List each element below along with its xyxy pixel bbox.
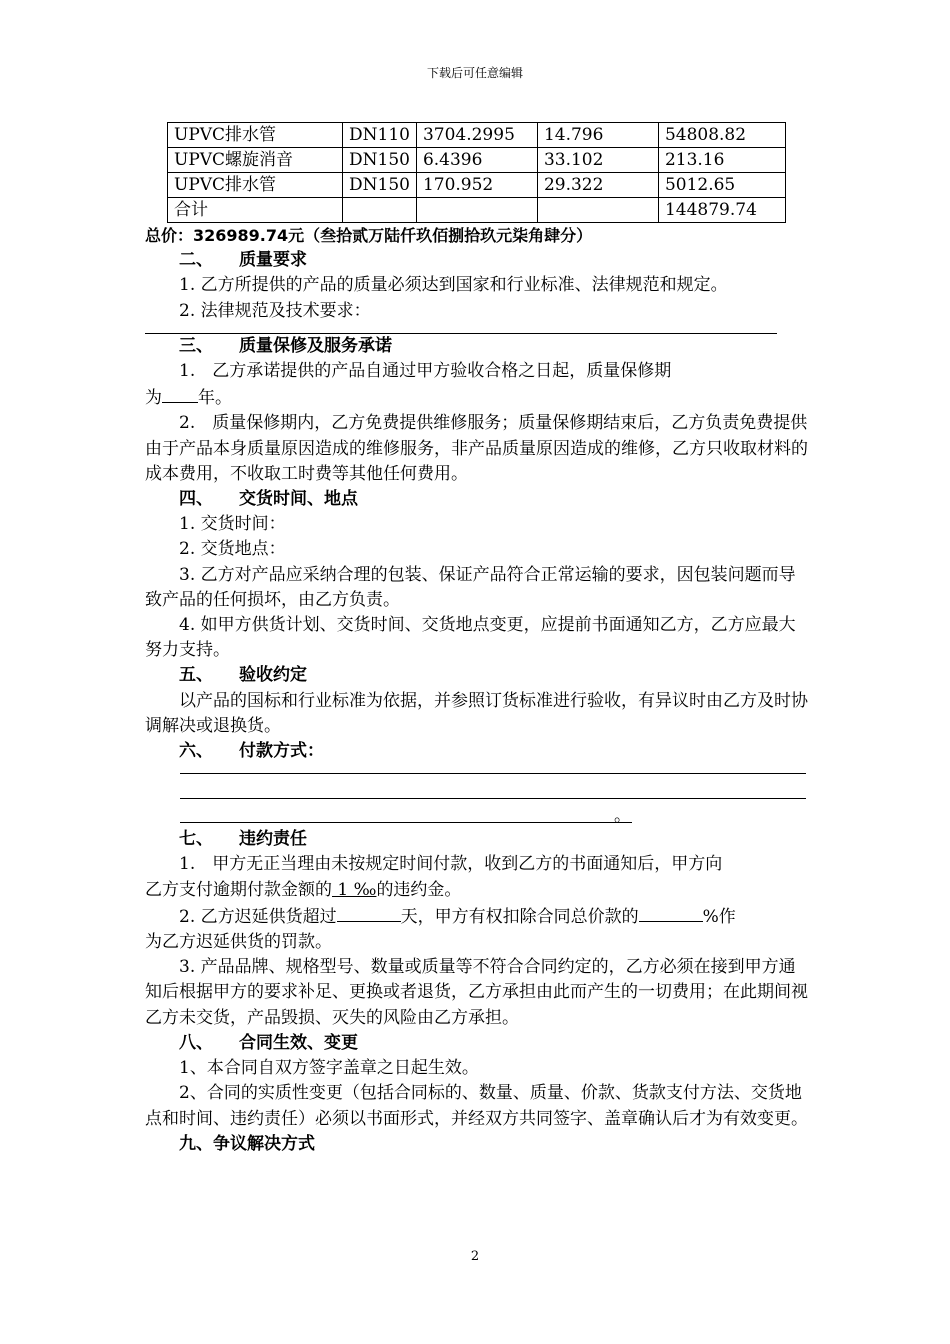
table-cell: 6.4396 — [416, 148, 537, 173]
table-cell — [343, 198, 417, 223]
paragraph: 3. 乙方对产品应采纳合理的包装、保证产品符合正常运输的要求，因包装问题而导致产品的任何损坏，由乙方负责。 — [145, 564, 796, 610]
paragraph: 3. 产品品牌、规格型号、数量或质量等不符合合同约定的，乙方必须在接到甲方通知后根据甲方的要求补足、更换或者退货，乙方承担由此而产生的一切费用；在此期间视乙方未交货，产品毁损、灭失的风险由乙方承担。 — [145, 957, 808, 1028]
text: 年。 — [198, 388, 232, 409]
table-cell: 33.102 — [537, 148, 658, 173]
paragraph: 1. 乙方承诺提供的产品自通过甲方验收合格之日起，质量保修期 — [179, 361, 672, 382]
table-cell: 213.16 — [658, 148, 785, 173]
fill-blank — [639, 903, 703, 922]
text: 天，甲方有权扣除合同总价款的 — [400, 906, 639, 927]
table-cell: 5012.65 — [658, 173, 785, 198]
paragraph: 1. 乙方所提供的产品的质量必须达到国家和行业标准、法律规范和规定。 — [179, 275, 728, 296]
paragraph: 以产品的国标和行业标准为依据，并参照订货标准进行验收，有异议时由乙方及时协调解决或退换货。 — [145, 690, 808, 736]
section-heading — [145, 739, 810, 764]
paragraph: 1. 甲方无正当理由未按规定时间付款，收到乙方的书面通知后，甲方向 — [179, 854, 723, 875]
table-cell: 170.952 — [416, 173, 537, 198]
section-number: 三、 — [179, 335, 213, 356]
table-row — [168, 148, 786, 173]
table-row — [168, 173, 786, 198]
total-price: 总价：326989.74元（叁拾贰万陆仟玖佰捌拾玖元柒角肆分） — [145, 226, 593, 245]
table-cell: 14.796 — [537, 123, 658, 148]
section-title: 交货时间、地点 — [239, 489, 358, 510]
text: %作 — [702, 906, 736, 927]
paragraph: 1. 交货时间： — [179, 514, 286, 535]
table-cell: 29.322 — [537, 173, 658, 198]
table-cell: DN150 — [343, 148, 417, 173]
section-heading — [145, 248, 810, 273]
table-cell: 3704.2995 — [416, 123, 537, 148]
section-title: 合同生效、变更 — [239, 1032, 358, 1053]
section-number: 四、 — [179, 489, 213, 510]
table-cell: UPVC排水管 — [168, 123, 343, 148]
paragraph: 1、本合同自双方签字盖章之日起生效。 — [179, 1058, 479, 1079]
section-heading — [145, 663, 810, 688]
paragraph: 为乙方迟延供货的罚款。 — [145, 932, 332, 953]
fill-blank — [337, 903, 401, 922]
section-number: 七、 — [179, 829, 213, 850]
paragraph: 2. 法律规范及技术要求： — [179, 300, 371, 321]
text: 为 — [145, 388, 162, 409]
table-row — [168, 198, 786, 223]
section-title: 验收约定 — [239, 665, 307, 686]
paragraph — [145, 903, 810, 930]
period: 。 — [614, 806, 631, 827]
section-heading: 九、争议解决方式 — [179, 1133, 315, 1154]
blank-line — [180, 798, 806, 799]
price-table — [167, 122, 786, 223]
section-number: 五、 — [179, 665, 213, 686]
fill-blank — [162, 384, 198, 403]
section-number: 二、 — [179, 250, 213, 271]
text: 2. 乙方迟延供货超过 — [179, 906, 337, 927]
page-header: 下载后可任意编辑 — [426, 66, 523, 80]
penalty-rate: 1 ‰ — [332, 879, 377, 900]
blank-line-row — [180, 803, 810, 827]
paragraph — [145, 384, 810, 411]
text: 乙方支付逾期付款金额的 — [145, 879, 332, 900]
section-title: 质量保修及服务承诺 — [239, 335, 392, 356]
table-row — [168, 123, 786, 148]
table-cell: DN110 — [343, 123, 417, 148]
text: 的违约金。 — [376, 879, 462, 900]
paragraph: 2、合同的实质性变更（包括合同标的、数量、质量、价款、货款支付方法、交货地点和时间、违约责任）必须以书面形式，并经双方共同签字、盖章确认后才为有效变更。 — [145, 1083, 808, 1129]
table-cell — [416, 198, 537, 223]
table-cell: UPVC排水管 — [168, 173, 343, 198]
table-cell — [537, 198, 658, 223]
section-title: 质量要求 — [239, 250, 307, 271]
blank-line — [180, 822, 632, 823]
paragraph: 4. 如甲方供货计划、交货时间、交货地点变更，应提前书面通知乙方，乙方应最大努力支持。 — [145, 615, 796, 661]
table-cell: 合计 — [168, 198, 343, 223]
section-heading — [145, 487, 810, 512]
section-heading — [145, 334, 810, 359]
section-title: 违约责任 — [239, 829, 307, 850]
section-number: 六、 — [179, 741, 213, 762]
document-body — [145, 122, 810, 1157]
table-cell: 54808.82 — [658, 123, 785, 148]
paragraph: 2. 质量保修期内，乙方免费提供维修服务；质量保修期结束后，乙方负责免费提供由于产品本身质量原因造成的维修服务，非产品质量原因造成的维修，乙方只收取材料的成本费用，不收取工时费等其他任何费用。 — [145, 413, 808, 484]
paragraph: 2. 交货地点： — [179, 539, 286, 560]
blank-line — [180, 773, 806, 774]
section-heading — [145, 1031, 810, 1056]
section-title: 付款方式： — [239, 741, 324, 762]
section-number: 八、 — [179, 1032, 213, 1053]
table-cell: UPVC螺旋消音 — [168, 148, 343, 173]
page-number: 2 — [470, 1249, 480, 1264]
table-cell: DN150 — [343, 173, 417, 198]
section-heading — [145, 827, 810, 852]
table-cell: 144879.74 — [658, 198, 785, 223]
paragraph — [145, 878, 810, 903]
